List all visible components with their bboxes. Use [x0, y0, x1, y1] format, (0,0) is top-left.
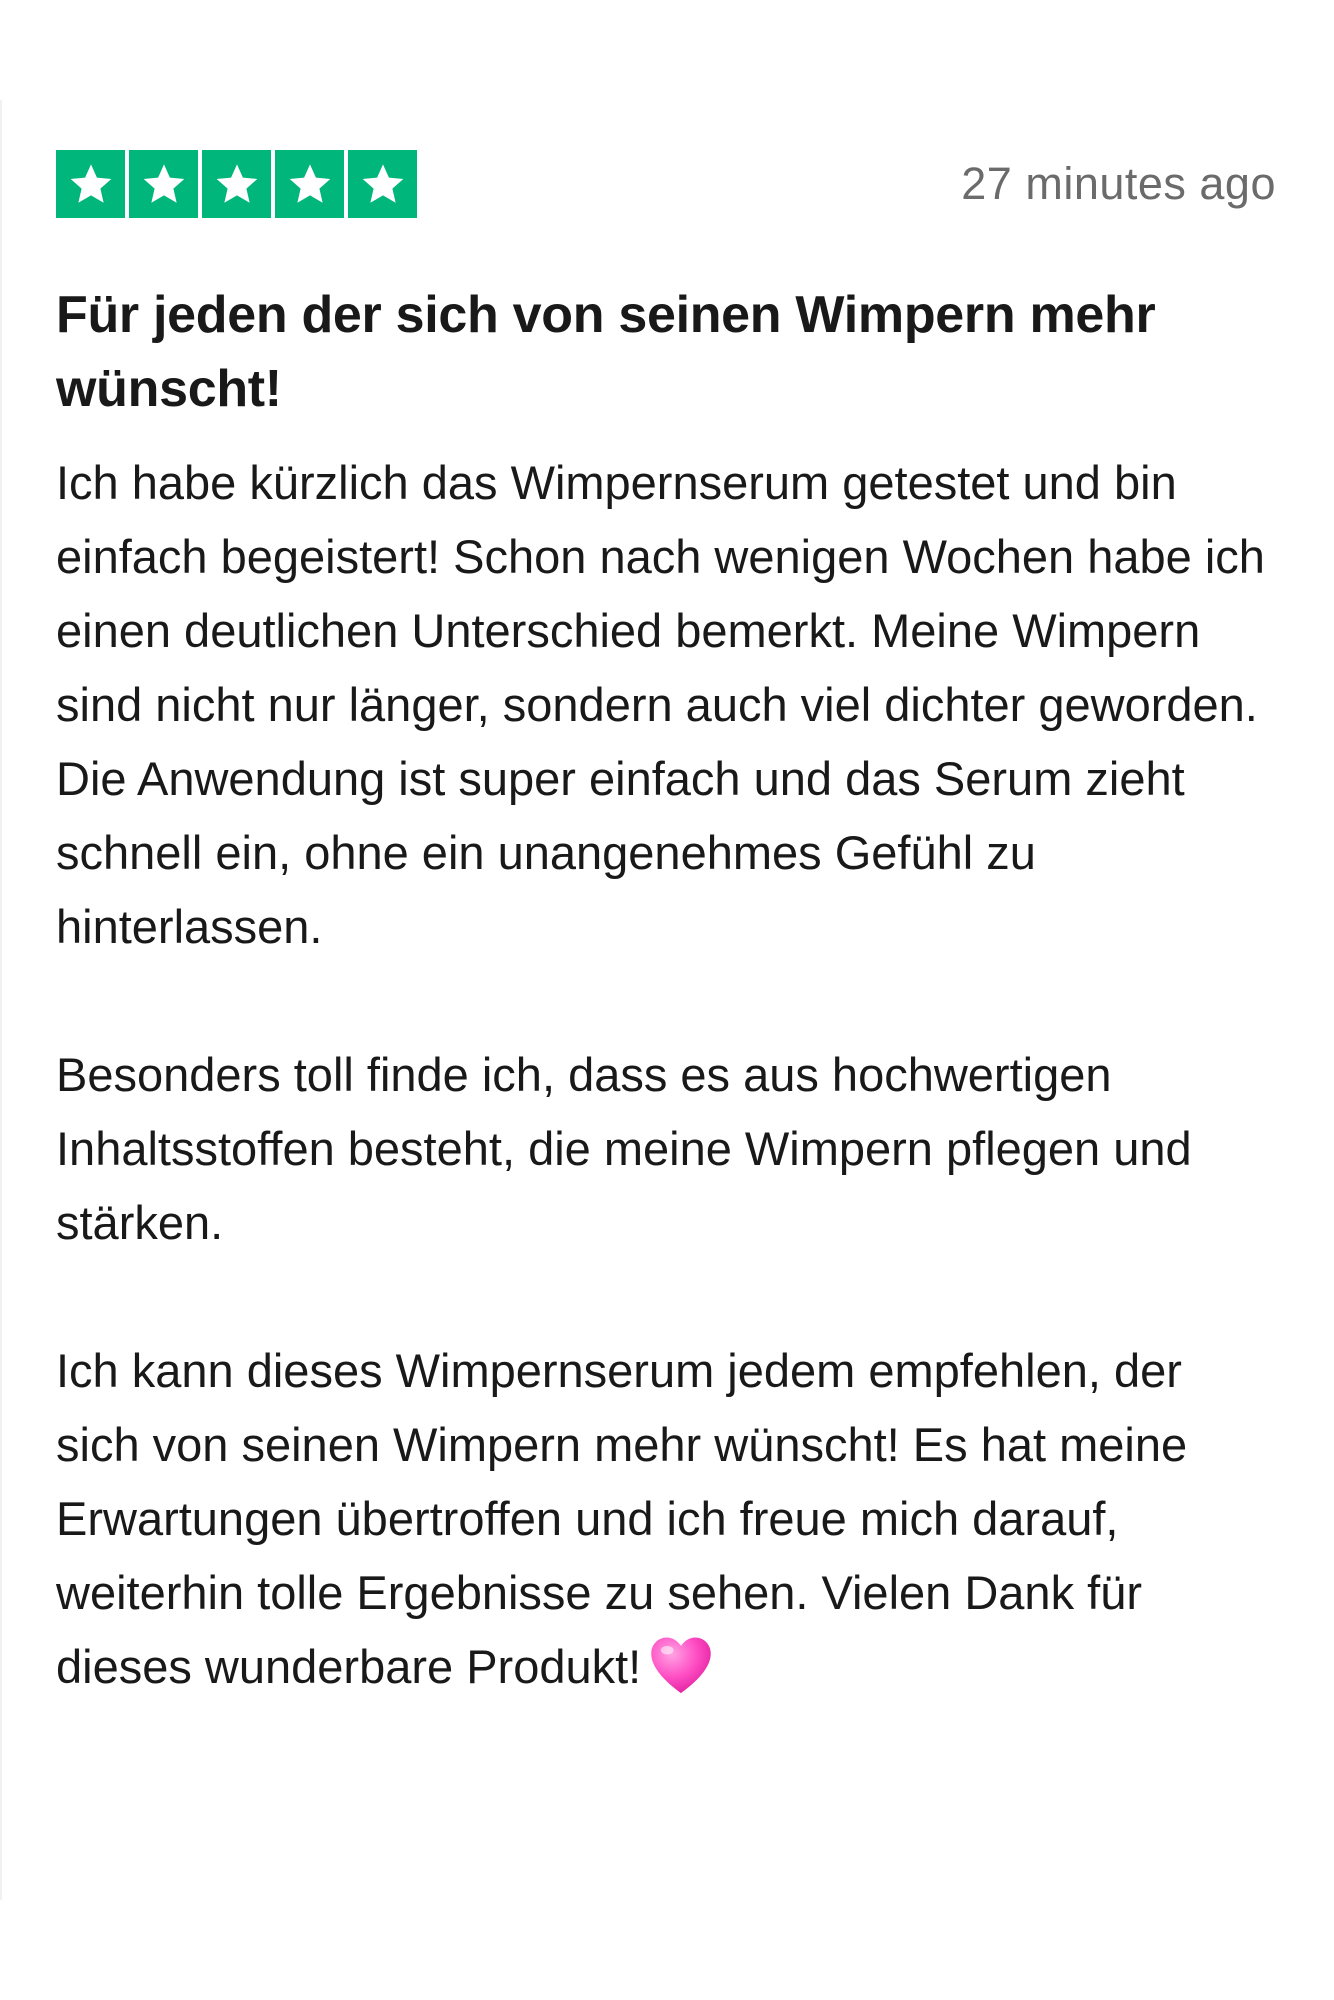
review-paragraph: Ich habe kürzlich das Wimpernserum getestet und bin einfach begeistert! Schon nach wenigen Wochen habe ich einen deutlichen Unterschied bemerkt. Meine Wimpern sind nicht nur länger, sondern auch viel dichter geworden. Die Anwendung ist super einfach und das Serum zieht schnell ein, ohne ein unangenehmes Gefühl zu hinterlassen.: [56, 456, 1265, 953]
review-paragraph: Besonders toll finde ich, dass es aus hochwertigen Inhaltsstoffen besteht, die meine Wimpern pflegen und stärken.: [56, 1048, 1192, 1249]
review-header: [56, 150, 1276, 218]
star-icon: [202, 150, 271, 218]
review-timestamp: 27 minutes ago: [961, 158, 1276, 209]
left-edge-divider: [0, 100, 2, 1900]
star-icon: [129, 150, 198, 218]
review-body: [56, 446, 1276, 1704]
star-icon: [56, 150, 125, 218]
star-icon: [275, 150, 344, 218]
review-paragraph-text: Ich kann dieses Wimpernserum jedem empfehlen, der sich von seinen Wimpern mehr wünscht! Es hat meine Erwartungen übertroffen und ich freue mich darauf, weiterhin tolle Ergebnisse zu sehen. Vielen Dank für dieses wunderbare Produkt!: [56, 1344, 1188, 1693]
review-card: [56, 150, 1276, 1704]
review-paragraph-last: [56, 1334, 1276, 1704]
star-icon: [348, 150, 417, 218]
review-title: Für jeden der sich von seinen Wimpern mehr wünscht!: [56, 286, 1156, 418]
pink-heart-icon: [647, 1633, 715, 1695]
star-rating: [56, 150, 417, 218]
